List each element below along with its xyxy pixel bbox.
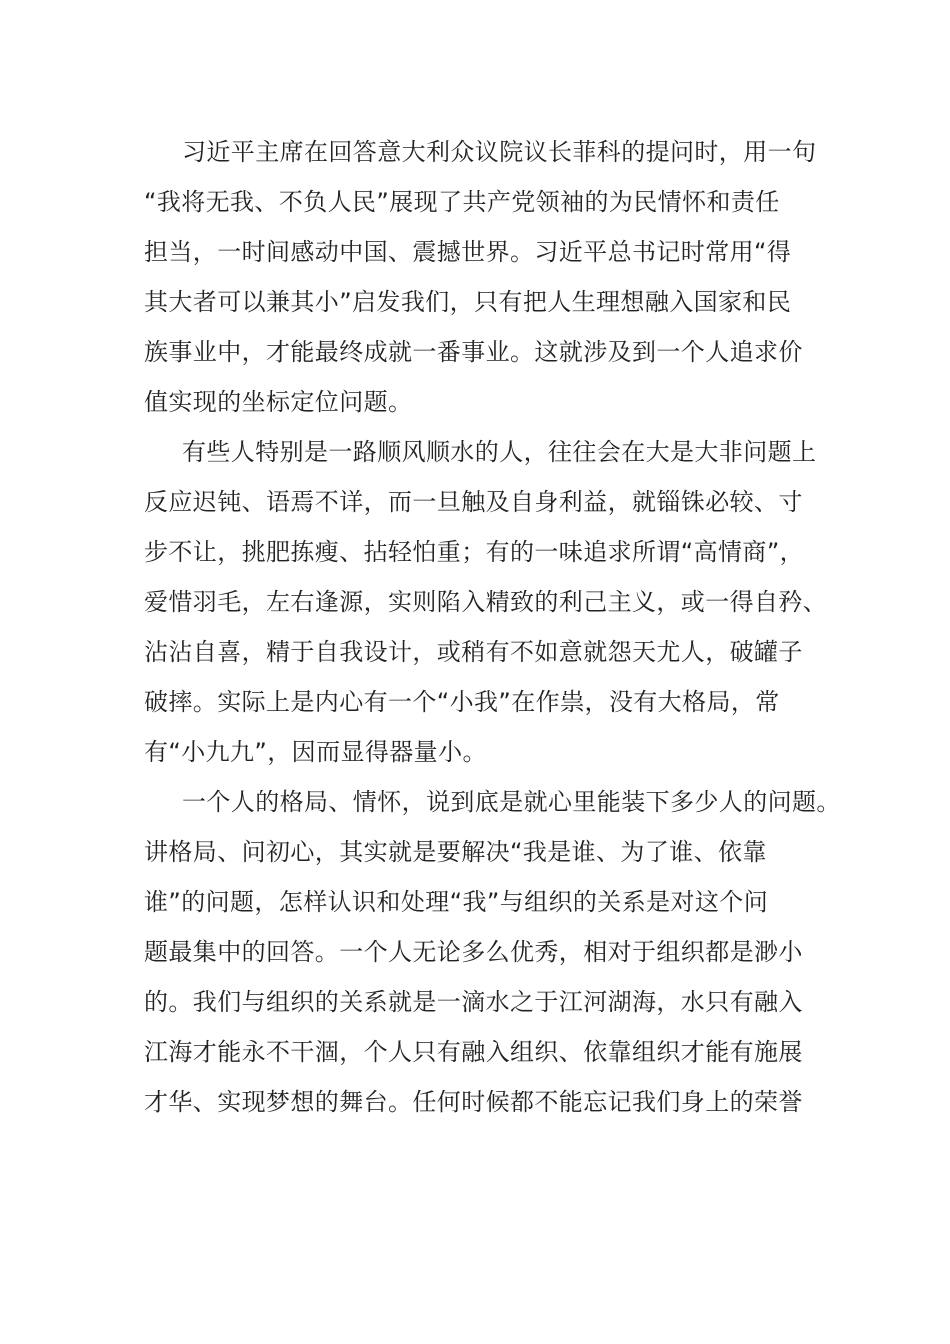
paragraph-3-line-5: 的。我们与组织的关系就是一滴水之于江河湖海，水只有融入 xyxy=(144,988,803,1016)
paragraph-2-line-7: 有“小九九”，因而显得器量小。 xyxy=(144,738,487,766)
paragraph-1-line-1: 习近平主席在回答意大利众议院议长菲科的提问时，用一句 xyxy=(182,138,817,166)
paragraph-1-line-4: 其大者可以兼其小”启发我们，只有把人生理想融入国家和民 xyxy=(144,288,792,316)
paragraph-2-line-5: 沾沾自喜，精于自我设计，或稍有不如意就怨天尤人，破罐子 xyxy=(144,638,803,666)
paragraph-3-line-7: 才华、实现梦想的舞台。任何时候都不能忘记我们身上的荣誉 xyxy=(144,1088,803,1116)
paragraph-2-line-6: 破摔。实际上是内心有一个“小我”在作祟，没有大格局，常 xyxy=(144,688,780,716)
paragraph-3-line-2: 讲格局、问初心，其实就是要解决“我是谁、为了谁、依靠 xyxy=(144,838,767,866)
paragraph-2-line-1: 有些人特别是一路顺风顺水的人，往往会在大是大非问题上 xyxy=(182,438,817,466)
paragraph-3-line-4: 题最集中的回答。一个人无论多么优秀，相对于组织都是渺小 xyxy=(144,938,803,966)
paragraph-1-line-6: 值实现的坐标定位问题。 xyxy=(144,388,413,416)
paragraph-2-line-4: 爱惜羽毛，左右逢源，实则陷入精致的利己主义，或一得自矜、 xyxy=(144,588,828,616)
paragraph-2-line-3: 步不让，挑肥拣瘦、拈轻怕重；有的一味追求所谓“高情商”， xyxy=(144,538,805,566)
paragraph-3-line-6: 江海才能永不干涸，个人只有融入组织、依靠组织才能有施展 xyxy=(144,1038,803,1066)
paragraph-1-line-5: 族事业中，才能最终成就一番事业。这就涉及到一个人追求价 xyxy=(144,338,803,366)
paragraph-2-line-2: 反应迟钝、语焉不详，而一旦触及自身利益，就锱铢必较、寸 xyxy=(144,488,803,516)
paragraph-1-line-2: “我将无我、不负人民”展现了共产党领袖的为民情怀和责任 xyxy=(144,188,780,216)
paragraph-3-line-1: 一个人的格局、情怀，说到底是就心里能装下多少人的问题。 xyxy=(182,788,841,816)
paragraph-1-line-3: 担当，一时间感动中国、震撼世界。习近平总书记时常用“得 xyxy=(144,238,792,266)
paragraph-3-line-3: 谁”的问题，怎样认识和处理“我”与组织的关系是对这个问 xyxy=(144,888,769,916)
